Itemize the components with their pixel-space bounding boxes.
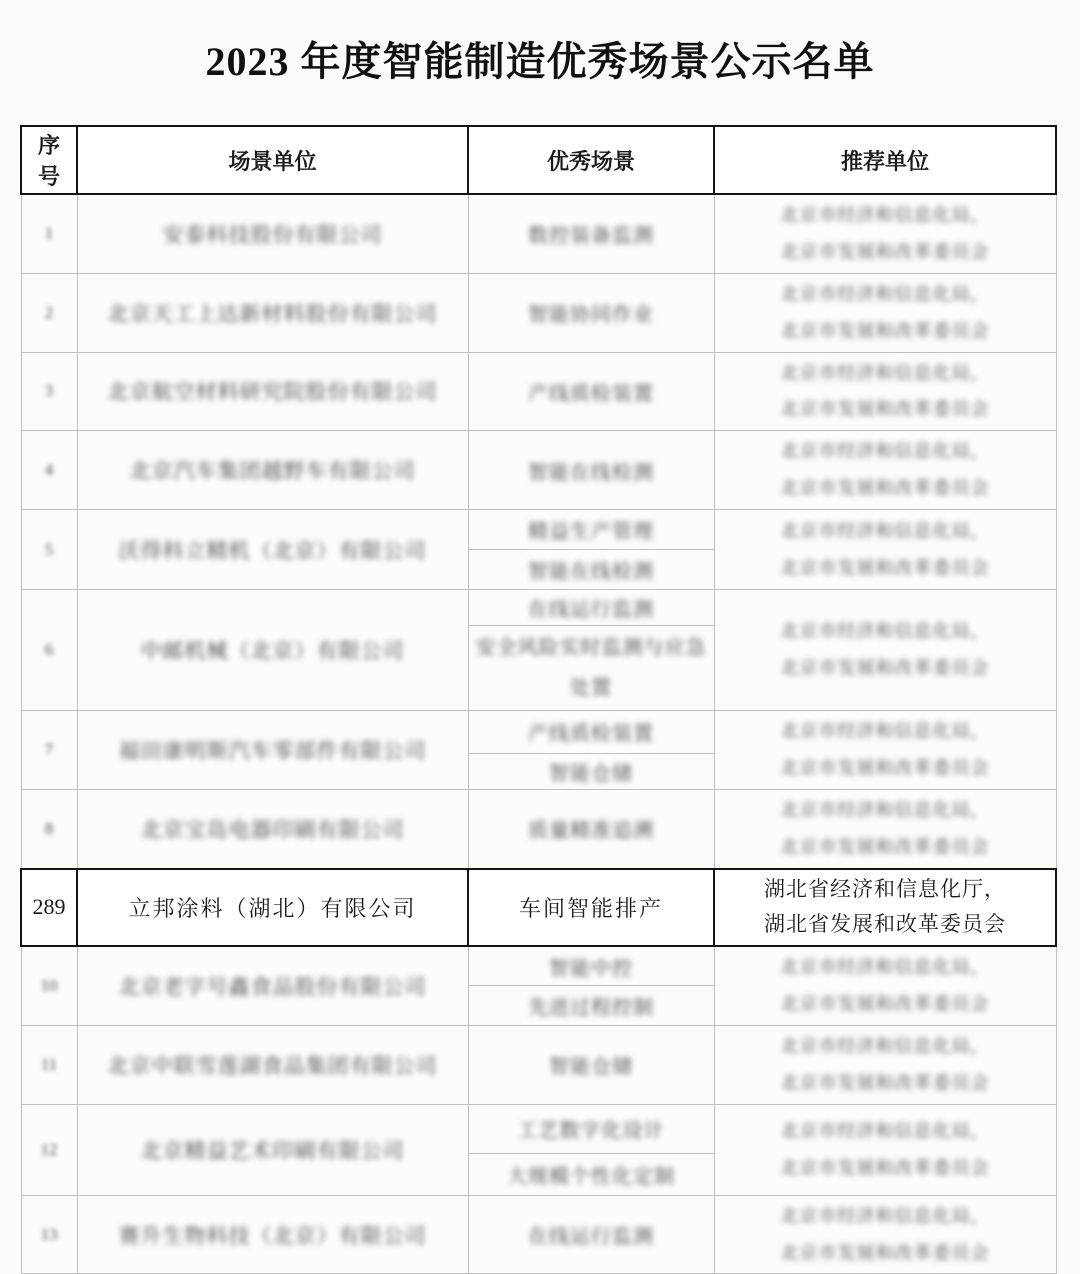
cell-scenario [468,1104,714,1153]
table-row [21,510,1056,550]
cell-scenario [468,550,714,590]
table-row-highlighted [21,869,1056,946]
cell-recommender [714,590,1056,711]
seq-text: 2 [44,302,54,322]
scenario-text: 车间智能排产 [518,895,663,921]
cell-unit [77,789,468,868]
scenario-text: 智能协同作业 [528,304,654,327]
cell-scenario [468,946,714,986]
cell-unit [77,194,468,273]
table-row [21,1195,1056,1274]
cell-seq [21,352,77,431]
seq-text: 289 [32,894,66,920]
cell-scenario [468,711,714,754]
cell-seq [21,431,77,510]
scenario-text: 产线质检装置 [528,723,654,746]
cell-seq [21,869,77,946]
seq-text: 6 [44,640,54,660]
unit-text: 赛升生物科技（北京）有限公司 [118,1223,427,1248]
cell-recommender [714,431,1056,510]
cell-unit [77,869,468,946]
cell-recommender [714,510,1056,590]
seq-text: 13 [40,1224,58,1244]
cell-seq [21,590,77,711]
cell-scenario [468,590,714,626]
scenario-text: 在线运行监测 [528,599,654,622]
table-row [21,431,1056,510]
cell-scenario [468,273,714,352]
recommender-text: 湖北省经济和信息化厅， 湖北省发展和改革委员会 [764,876,1006,937]
cell-recommender [714,711,1056,790]
cell-recommender [714,789,1056,868]
cell-unit [77,352,468,431]
scenario-text: 智能在线检测 [528,461,654,484]
table-row [21,273,1056,352]
cell-seq [21,1025,77,1104]
announcement-table [20,125,1057,1274]
cell-unit [77,711,468,790]
unit-text: 北京老字号鑫食品股份有限公司 [118,974,427,999]
recommender-text: 北京市经济和信息化局， 北京市发展和改革委员会 [780,1120,990,1178]
unit-text: 北京天工上达新材料股份有限公司 [107,301,438,326]
table-row [21,194,1056,273]
seq-text: 12 [40,1139,58,1159]
header-scenario: 优秀场景 [468,126,714,194]
scenario-text: 工艺数字化设计 [517,1120,665,1143]
seq-text: 8 [44,818,54,838]
unit-text: 沃得科立精机（北京）有限公司 [118,538,427,563]
table-row [21,590,1056,626]
scenario-text: 在线运行监测 [528,1226,654,1249]
scenario-text: 智能仓储 [549,762,633,785]
seq-text: 1 [44,223,54,243]
scenario-text: 产线质检装置 [528,382,654,405]
scenario-text: 智能中控 [549,957,633,980]
recommender-text: 北京市经济和信息化局， 北京市发展和改革委员会 [780,205,990,262]
cell-recommender [714,273,1056,352]
table-header-row [21,126,1056,194]
cell-unit [77,431,468,510]
cell-seq [21,194,77,273]
scenario-text: 数控装备监测 [528,225,654,248]
seq-text: 3 [44,381,54,401]
table-row [21,1025,1056,1104]
cell-recommender [714,1104,1056,1195]
unit-text: 中邮机械（北京）有限公司 [140,639,405,664]
cell-recommender [714,1195,1056,1274]
scenario-text: 智能仓储 [549,1056,633,1079]
table-row [21,352,1056,431]
unit-text: 北京精益艺术印刷有限公司 [140,1138,405,1163]
cell-scenario [468,1025,714,1104]
cell-scenario [468,986,714,1026]
recommender-text: 北京市经济和信息化局， 北京市发展和改革委员会 [780,1035,990,1093]
page-title: 2023 年度智能制造优秀场景公示名单 [205,39,875,84]
cell-unit [77,1195,468,1274]
scenario-text: 大规模个性化定制 [507,1165,675,1188]
cell-scenario [468,789,714,868]
scenario-text: 质量精准追溯 [528,820,654,843]
cell-scenario [468,1195,714,1274]
cell-unit [77,273,468,352]
recommender-text: 北京市经济和信息化局， 北京市发展和改革委员会 [780,441,990,499]
cell-recommender [714,352,1056,431]
unit-text: 北京宝岛电器印刷有限公司 [140,817,405,842]
cell-recommender [714,946,1056,1025]
cell-unit [77,946,468,1025]
cell-seq [21,711,77,790]
unit-text: 安泰科技股份有限公司 [162,222,383,247]
header-unit: 场景单位 [77,126,468,194]
cell-seq [21,1104,77,1195]
seq-text: 5 [44,539,54,559]
cell-unit [77,1025,468,1104]
cell-scenario [468,510,714,550]
scenario-text: 智能在线检测 [528,561,654,584]
recommender-text: 北京市经济和信息化局， 北京市发展和改革委员会 [780,1205,990,1263]
seq-text: 10 [40,975,58,995]
unit-text: 北京汽车集团越野车有限公司 [129,459,416,484]
cell-seq [21,1195,77,1274]
cell-seq [21,946,77,1025]
recommender-text: 北京市经济和信息化局， 北京市发展和改革委员会 [780,283,990,341]
table-row [21,946,1056,986]
unit-text: 立邦涂料（湖北）有限公司 [128,895,417,921]
seq-text: 4 [44,460,54,480]
header-seq: 序号 [21,126,77,194]
cell-scenario [468,431,714,510]
cell-scenario [468,626,714,711]
seq-text: 7 [44,740,54,760]
cell-seq [21,510,77,590]
recommender-text: 北京市经济和信息化局， 北京市发展和改革委员会 [780,621,990,679]
unit-text: 北京航空材料研究院股份有限公司 [107,380,438,405]
unit-text: 福田康明斯汽车零部件有限公司 [118,739,427,764]
recommender-text: 北京市经济和信息化局， 北京市发展和改革委员会 [780,520,990,578]
table-row [21,789,1056,868]
recommender-text: 北京市经济和信息化局， 北京市发展和改革委员会 [780,799,990,857]
cell-unit [77,590,468,711]
seq-text: 11 [40,1054,58,1074]
cell-scenario [468,194,714,273]
cell-recommender [714,869,1056,946]
scenario-text: 先进过程控制 [528,997,654,1020]
cell-seq [21,789,77,868]
scenario-text: 精益生产管理 [528,521,654,544]
recommender-text: 北京市经济和信息化局， 北京市发展和改革委员会 [780,957,990,1014]
cell-scenario [468,753,714,789]
unit-text: 北京中联雪莲湖食品集团有限公司 [107,1053,438,1078]
scenario-text: 安全风险实时监测与应急处置 [475,637,707,700]
recommender-text: 北京市经济和信息化局， 北京市发展和改革委员会 [780,721,990,779]
table-row [21,1104,1056,1153]
cell-recommender [714,194,1056,273]
cell-scenario [468,352,714,431]
cell-seq [21,273,77,352]
cell-scenario [468,869,714,946]
cell-scenario [468,1153,714,1195]
cell-recommender [714,1025,1056,1104]
cell-unit [77,1104,468,1195]
cell-unit [77,510,468,590]
table-row [21,711,1056,754]
header-recommender: 推荐单位 [714,126,1056,194]
recommender-text: 北京市经济和信息化局， 北京市发展和改革委员会 [780,362,990,420]
